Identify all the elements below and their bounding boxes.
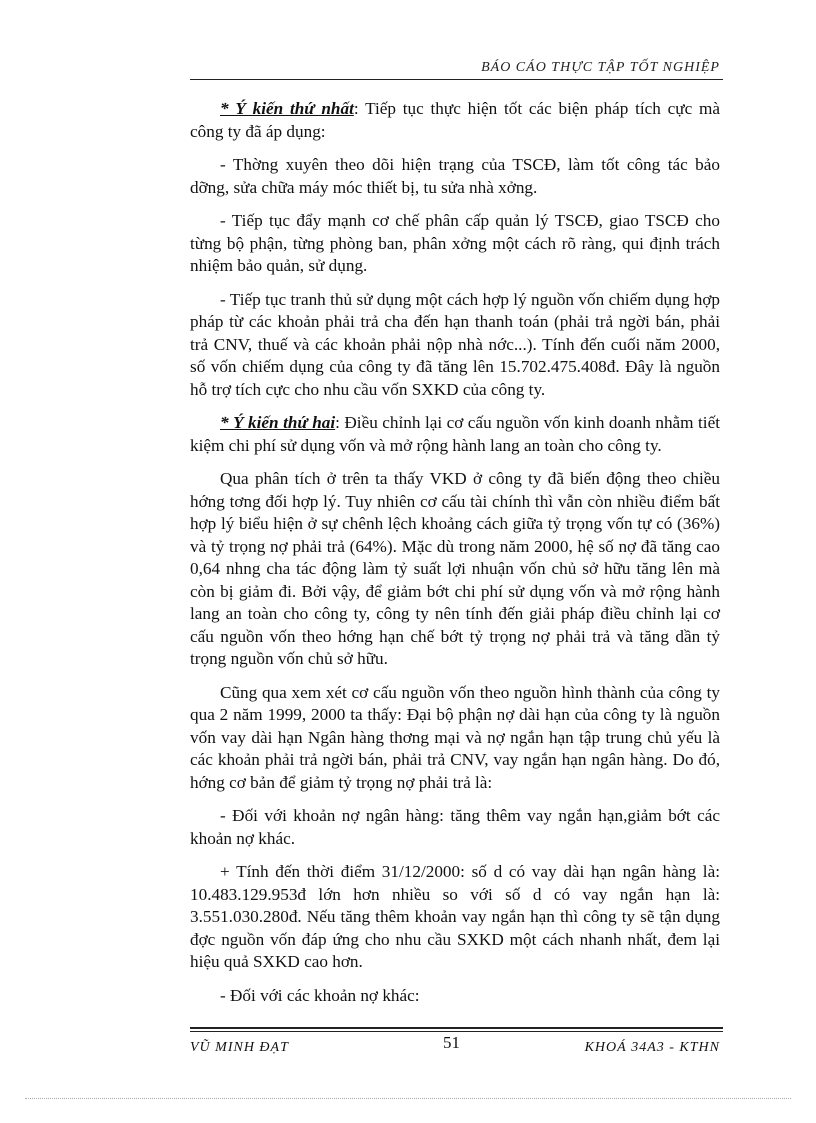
paragraph-lead: * Ý kiến thứ hai <box>220 413 336 432</box>
paragraph-loan-balance <box>190 861 720 974</box>
paragraph-text: : Điều chỉnh lại cơ cấu nguồn vốn kinh doanh nhằm tiết kiệm chi phí sử dụng vốn và mở rộng hành lang an toàn cho công ty. <box>190 413 720 455</box>
footer-class-label: KHOÁ 34A3 - KTHN <box>584 1040 720 1055</box>
paragraph-capital-analysis <box>190 468 720 671</box>
paragraph-fixed-asset-monitoring <box>190 154 720 199</box>
paragraph-text: - Đối với các khoản nợ khác: <box>220 985 420 1005</box>
footer-divider-thin <box>190 1031 723 1032</box>
paragraph-text: - Tiếp tục đẩy mạnh cơ chế phân cấp quản lý TSCĐ, giao TSCĐ cho từng bộ phận, từng phòng ban, phân xởng một cách rõ ràng, qui định trách nhiệm bảo quản, sử dụng. <box>190 211 720 275</box>
header-divider <box>190 79 723 80</box>
paragraph-text: Cũng qua xem xét cơ cấu nguồn vốn theo nguồn hình thành của công ty qua 2 năm 1999, 2000 ta thấy: Đại bộ phận nợ dài hạn của công ty là nguồn vốn vay dài hạn Ngân hàng thơng mại và nợ ngắn hạn tập trung chủ yếu là các khoản phải trả ngời bán, phải trả CNV, vay ngắn hạn ngân hàng. Do đó, hớng cơ bản để giảm tỷ trọng nợ phải trả là: <box>190 682 720 792</box>
paragraph-capital-structure <box>190 682 720 795</box>
page-number: 51 <box>443 1033 460 1052</box>
paragraph-appropriated-capital <box>190 289 720 402</box>
paragraph-text: + Tính đến thời điểm 31/12/2000: số d có vay dài hạn ngân hàng là: 10.483.129.953đ lớn hơn nhiều so với số d có vay ngắn hạn là: 3.551.030.280đ. Nếu tăng thêm khoản vay ngắn hạn thì công ty sẽ tận dụng đợc nguồn vốn đáp ứng cho nhu cầu SXKD một cách nhanh nhất, đem lại hiệu quả SXKD cao hơn. <box>190 862 720 971</box>
paragraph-bank-debt <box>190 805 720 850</box>
document-body <box>190 98 720 1018</box>
footer-author: VŨ MINH ĐẠT <box>190 1040 289 1055</box>
report-header-title: BÁO CÁO THỰC TẬP TỐT NGHIỆP <box>481 60 720 75</box>
paragraph-opinion-1 <box>190 98 720 143</box>
paragraph-asset-decentralization <box>190 210 720 278</box>
page-bottom-dotted-line <box>25 1098 791 1099</box>
paragraph-text: - Tiếp tục tranh thủ sử dụng một cách hợp lý nguồn vốn chiếm dụng hợp pháp từ các khoản phải trả cha đến hạn thanh toán (phải trả ngời bán, phải trả CNV, thuế và các khoản phải nộp nhà nớc...). Tính đến cuối năm 2000, số vốn chiếm dụng của công ty đã tăng lên 15.702.475.408đ. Đây là nguồn hỗ trợ tích cực cho nhu cầu vốn SXKD của công ty. <box>190 289 720 399</box>
paragraph-other-debts <box>190 985 720 1008</box>
paragraph-text: - Thờng xuyên theo dõi hiện trạng của TSCĐ, làm tốt công tác bảo dỡng, sửa chữa máy móc thiết bị, tu sửa nhà xởng. <box>190 155 720 197</box>
paragraph-opinion-2 <box>190 412 720 457</box>
paragraph-text: : Tiếp tục thực hiện tốt các biện pháp tích cực mà công ty đã áp dụng: <box>190 99 720 141</box>
paragraph-text: Qua phân tích ở trên ta thấy VKD ở công ty đã biến động theo chiều hớng tơng đối hợp lý. Tuy nhiên cơ cấu tài chính thì vẫn còn nhiều điểm bất hợp lý biểu hiện ở sự chênh lệch khoảng cách giữa tỷ trọng vốn tự có (36%) và tỷ trọng nợ phải trả (64%). Mặc dù trong năm 2000, hệ số nợ đã tăng cao 0,64 nhng cha tác động làm tỷ suất lợi nhuận vốn chủ sở hữu tăng lên mà còn bị giảm đi. Bởi vậy, để giảm bớt chi phí sử dụng vốn và mở rộng hành lang an toàn cho công ty, công ty nên tính đến giải pháp điều chỉnh lại cơ cấu nguồn vốn theo hớng hạn chế bớt tỷ trọng nợ phải trả và tăng dần tỷ trọng nguồn vốn chủ sở hữu. <box>190 469 720 668</box>
paragraph-text: - Đối với khoản nợ ngân hàng: tăng thêm vay ngắn hạn,giảm bớt các khoản nợ khác. <box>190 806 720 848</box>
paragraph-lead: * Ý kiến thứ nhất <box>220 99 354 118</box>
footer-divider <box>190 1027 723 1029</box>
